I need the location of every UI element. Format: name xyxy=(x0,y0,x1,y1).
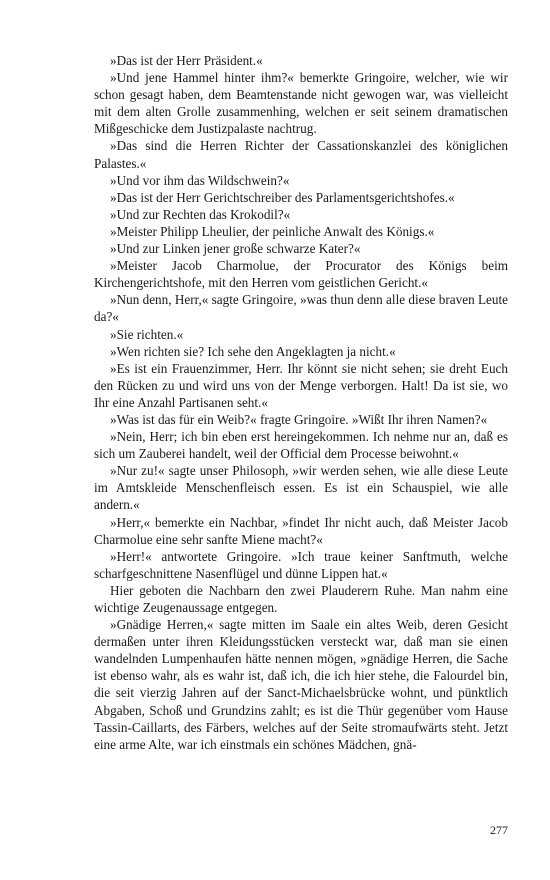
paragraph-18: »Herr!« antwortete Gringoire. »Ich traue keiner Sanftmuth, welche scharfgeschnittene Nasenflügel und dünne Lippen hat.« xyxy=(94,548,508,581)
paragraph-6: »Und zur Rechten das Krokodil?« xyxy=(110,206,291,222)
paragraph-13: »Es ist ein Frauenzimmer, Herr. Ihr könnt sie nicht sehen; sie dreht Euch den Rücken zu und wird uns von der Menge verborgen. Halt! Da ist sie, wo Ihr eine Anzahl Partisanen seht.« xyxy=(94,360,508,410)
paragraph-12: »Wen richten sie? Ich sehe den Angeklagten ja nicht.« xyxy=(110,343,396,359)
book-page-text xyxy=(94,52,508,753)
paragraph-5: »Das ist der Herr Gerichtschreiber des Parlamentsgerichtshofes.« xyxy=(110,189,455,205)
paragraph-8: »Und zur Linken jener große schwarze Kater?« xyxy=(110,241,361,257)
paragraph-7: »Meister Philipp Lheulier, der peinliche Anwalt des Königs.« xyxy=(110,223,435,239)
paragraph-16: »Nur zu!« sagte unser Philosoph, »wir werden sehen, wie alle diese Leute im Amtskleide Menschenfleisch essen. Es ist ein Schauspiel, wie alle andern.« xyxy=(94,463,508,513)
paragraph-9: »Meister Jacob Charmolue, der Procurator des Königs beim Kirchengerichtshofe, mit den Herren vom geistlichen Gericht.« xyxy=(94,258,508,291)
paragraph-20: »Gnädige Herren,« sagte mitten im Saale ein altes Weib, deren Gesicht dermaßen unter ihren Kleidungsstücken versteckt war, daß man sie einen wandelnden Lumpenhaufen hätte nennen mögen, »gnädige Herren, die Sache ist ebenso wahr, als es wahr ist, daß ich, die ich hier stehe, die Falourdel bin, die seit vierzig Jahren auf der Sanct-Michaelsbrücke wohnt, und pünktlich Abgaben, Schoß und Grundzins zahlt; es ist die Thür gegenüber vom Hause Tassin-Caillarts, des Färbers, welches auf der Seite stromaufwärts steht. Jetzt eine arme Alte, war ich einstmals ein schönes Mädchen, gnä- xyxy=(94,617,508,752)
paragraph-10: »Nun denn, Herr,« sagte Gringoire, »was thun denn alle diese braven Leute da?« xyxy=(94,292,508,325)
paragraph-2: »Und jene Hammel hinter ihm?« bemerkte Gringoire, welcher, wie wir schon gesagt haben, dem Beamtenstande nicht gewogen war, was vielleicht mit dem alten Grolle zusammenhing, welchen er seit seinem dramatischen Mißgeschicke dem Justizpalaste nachtrug. xyxy=(94,70,508,137)
paragraph-3: »Das sind die Herren Richter der Cassationskanzlei des königlichen Palastes.« xyxy=(94,138,508,171)
paragraph-4: »Und vor ihm das Wildschwein?« xyxy=(110,172,290,188)
paragraph-19: Hier geboten die Nachbarn den zwei Plauderern Ruhe. Man nahm eine wichtige Zeugenaussage entgegen. xyxy=(94,582,508,615)
page-number: 277 xyxy=(490,823,508,837)
paragraph-17: »Herr,« bemerkte ein Nachbar, »findet Ihr nicht auch, daß Meister Jacob Charmolue eine sehr sanfte Miene macht?« xyxy=(94,514,508,547)
paragraph-11: »Sie richten.« xyxy=(110,326,184,342)
paragraph-1: »Das ist der Herr Präsident.« xyxy=(110,53,263,68)
paragraph-14: »Was ist das für ein Weib?« fragte Gringoire. »Wißt Ihr ihren Namen?« xyxy=(110,411,488,427)
paragraph-15: »Nein, Herr; ich bin eben erst hereingekommen. Ich nehme nur an, daß es sich um Zauberei handelt, weil der Official dem Processe beiwohnt.« xyxy=(94,429,508,462)
